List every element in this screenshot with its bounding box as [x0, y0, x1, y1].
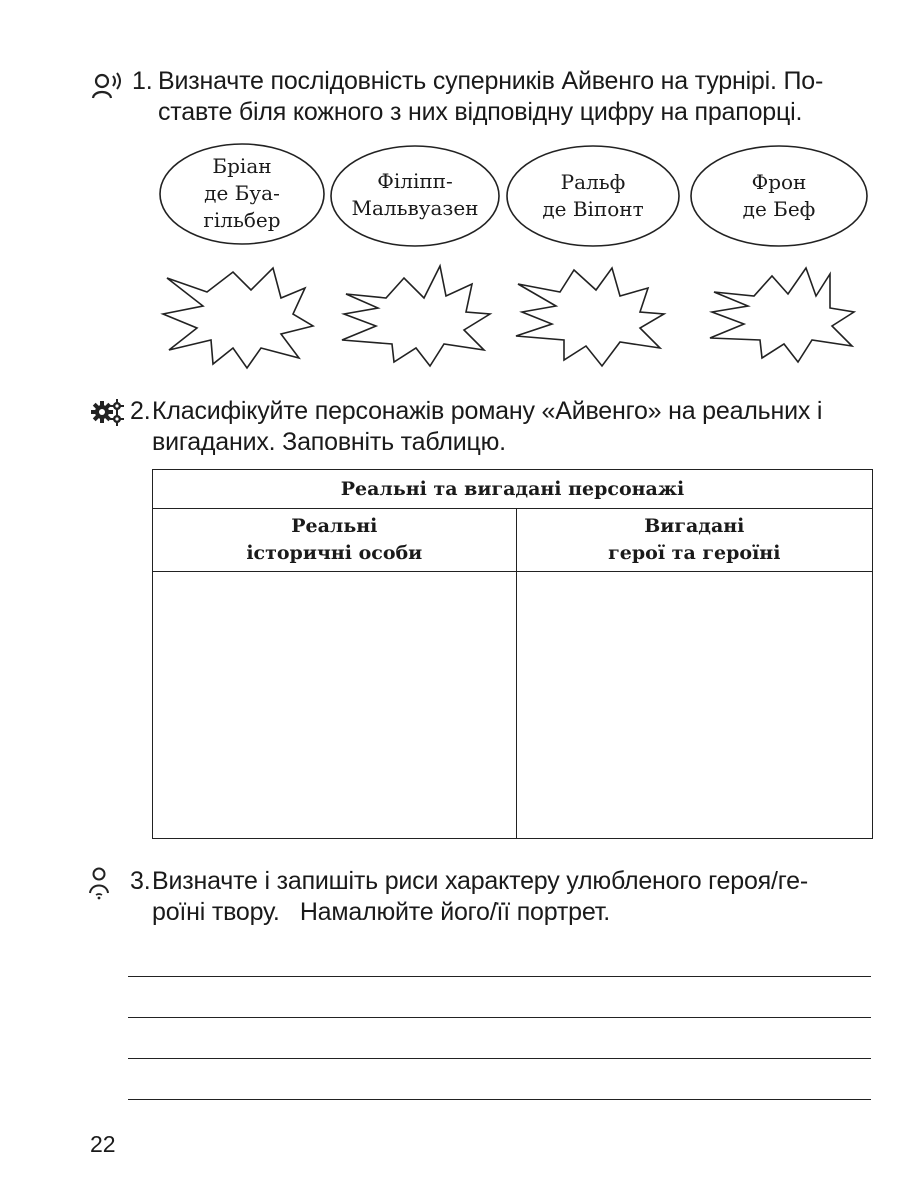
opponent-4-line2: де Беф — [742, 197, 816, 221]
opponent-2 — [330, 168, 500, 222]
flag-1 — [163, 268, 313, 368]
page-number: 22 — [90, 1131, 116, 1157]
characters-table — [152, 469, 873, 839]
task2-icon — [90, 398, 124, 426]
opponent-2-line2: Мальвуазен — [351, 196, 479, 220]
column-real-header — [153, 509, 517, 572]
task2-text-line2: вигаданих. Заповніть таблицю. — [152, 428, 506, 456]
opponent-4-line1: Фрон — [751, 170, 807, 194]
opponent-3 — [523, 169, 663, 223]
opponent-1-line3: гільбер — [203, 208, 281, 232]
task2-number: 2. — [130, 397, 151, 425]
task3-icon — [88, 866, 112, 900]
column-fictional-header — [516, 509, 872, 572]
gears-icon — [90, 398, 124, 426]
opponent-1 — [172, 153, 312, 234]
thinking-person-icon — [88, 866, 112, 900]
column-real-line2: історичні особи — [246, 542, 423, 564]
flag-3 — [516, 268, 664, 366]
answer-line-2[interactable] — [128, 1017, 871, 1018]
task1-number: 1. — [132, 67, 153, 95]
column-fictional-line1: Вигадані — [644, 515, 745, 537]
task3-text-line2: роїні твору. Намалюйте його/її портрет. — [152, 898, 610, 926]
cell-fictional-answer[interactable] — [516, 572, 872, 839]
task2-text-line1: Класифікуйте персонажів роману «Айвенго» на реальних і — [152, 397, 823, 425]
answer-line-4[interactable] — [128, 1099, 871, 1100]
answer-line-1[interactable] — [128, 976, 871, 977]
opponent-4 — [709, 169, 849, 223]
task3-text-line1: Визначте і запишіть риси характеру улюбленого героя/ге- — [152, 867, 808, 895]
starburst-flags — [0, 250, 916, 370]
task3-number: 3. — [130, 867, 151, 895]
opponent-3-line1: Ральф — [560, 170, 626, 194]
flag-2 — [342, 266, 490, 366]
opponent-3-line2: де Віпонт — [542, 197, 644, 221]
flag-4 — [710, 268, 854, 362]
task1-text-line2: ставте біля кожного з них відповідну цифру на прапорці. — [158, 98, 803, 126]
opponent-2-line1: Філіпп- — [377, 169, 453, 193]
answer-line-3[interactable] — [128, 1058, 871, 1059]
table-caption: Реальні та вигадані персонажі — [153, 470, 873, 509]
task1-text-line1: Визначте послідовність суперників Айвенго на турнірі. По- — [158, 67, 824, 95]
cell-real-answer[interactable] — [153, 572, 517, 839]
opponent-1-line2: де Буа- — [204, 181, 280, 205]
column-real-line1: Реальні — [291, 515, 378, 537]
column-fictional-line2: герої та героїні — [608, 542, 781, 564]
opponent-1-line1: Бріан — [212, 154, 272, 178]
